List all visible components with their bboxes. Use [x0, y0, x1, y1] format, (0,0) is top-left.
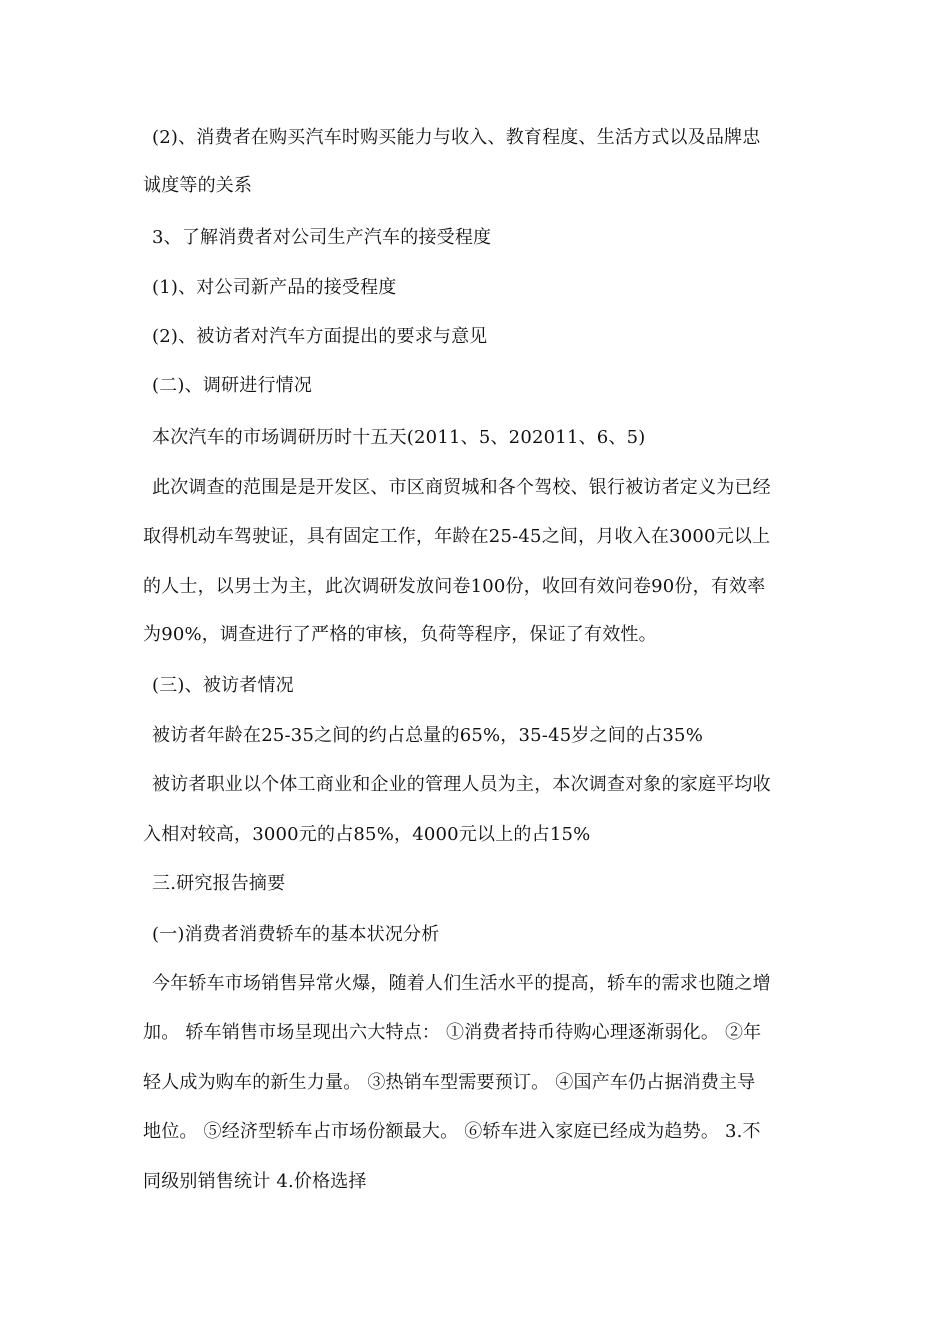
heading-line: (三)、被访者情况: [152, 675, 294, 696]
paragraph-line: 今年轿车市场销售异常火爆，随着人们生活水平的提高，轿车的需求也随之增: [152, 973, 771, 994]
paragraph-line: 此次调查的范围是是开发区、市区商贸城和各个驾校、银行被访者定义为已经: [152, 477, 771, 498]
paragraph-line: 为90%，调查进行了严格的审核，负荷等程序，保证了有效性。: [143, 624, 657, 645]
heading-line: (一)消费者消费轿车的基本状况分析: [152, 924, 440, 945]
paragraph-line: 轻人成为购车的新生力量。 ③热销车型需要预订。 ④国产车仍占据消费主导: [143, 1072, 756, 1093]
paragraph-line: 本次汽车的市场调研历时十五天(2011、5、202011、6、5): [152, 427, 646, 448]
paragraph-line: 被访者职业以个体工商业和企业的管理人员为主，本次调查对象的家庭平均收: [152, 774, 771, 795]
paragraph-line: 的人士，以男士为主，此次调研发放问卷100份，收回有效问卷90份，有效率: [143, 576, 766, 597]
paragraph-line: 地位。 ⑤经济型轿车占市场份额最大。 ⑥轿车进入家庭已经成为趋势。 3.不: [143, 1121, 761, 1142]
heading-line: (二)、调研进行情况: [152, 375, 313, 396]
paragraph-line: 取得机动车驾驶证，具有固定工作，年龄在25-45之间，月收入在3000元以上: [143, 526, 771, 547]
paragraph-line: (2)、消费者在购买汽车时购买能力与收入、教育程度、生活方式以及品牌忠: [152, 127, 761, 148]
paragraph-line: (2)、被访者对汽车方面提出的要求与意见: [152, 326, 488, 347]
paragraph-line: (1)、对公司新产品的接受程度: [152, 277, 397, 298]
paragraph-line: 加。 轿车销售市场呈现出六大特点： ①消费者持币待购心理逐渐弱化。 ②年: [143, 1022, 762, 1043]
paragraph-line: 被访者年龄在25-35之间的约占总量的65%，35-45岁之间的占35%: [152, 725, 703, 746]
paragraph-line: 入相对较高，3000元的占85%，4000元以上的占15%: [143, 824, 591, 845]
heading-line: 3、了解消费者对公司生产汽车的接受程度: [152, 227, 492, 248]
paragraph-line: 诚度等的关系: [143, 175, 253, 196]
heading-line: 三.研究报告摘要: [152, 873, 286, 894]
paragraph-line: 同级别销售统计 4.价格选择: [143, 1171, 367, 1192]
